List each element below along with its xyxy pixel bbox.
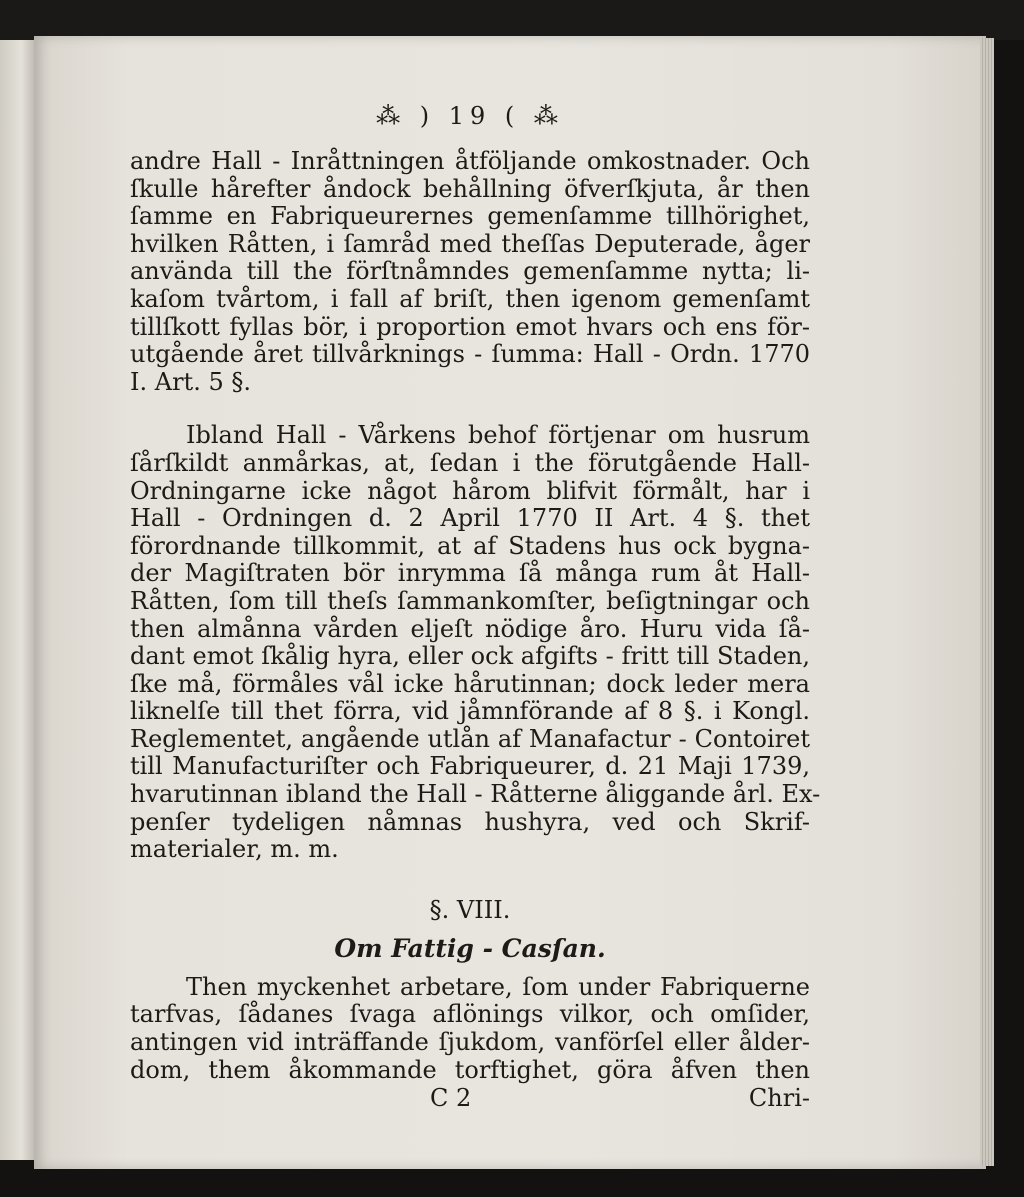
text-line: Ordningarne icke något hårom blifvit förmålt, har i [130, 476, 810, 505]
text-line: ſkulle hårefter åndock behållning öfverſkjuta, år then [130, 174, 810, 203]
signature-mark: C 2 [430, 1084, 472, 1113]
paragraph-2 [130, 421, 821, 864]
text-line: utgående året tillvårknings - ſumma: Hall - Ordn. 1770 [130, 340, 810, 369]
text-line: Råtten, ſom till theſs ſammankomſter, beſigtningar och [130, 586, 810, 615]
text-line: andre Hall - Inråttningen åtföljande omkostnader. Och [130, 147, 810, 175]
text-line: antingen vid inträffande ſjukdom, vanförſel eller ålder- [130, 1028, 810, 1057]
text-line: ſårſkildt anmårkas, at, ſedan i the förutgående Hall- [130, 448, 810, 477]
text-line: förordnande tillkommit, at af Stadens hus ock bygna- [130, 531, 810, 560]
text-line: hvarutinnan ibland the Hall - Råtterne åliggande årl. Ex- [130, 780, 821, 809]
text-line: tillſkott fyllas bör, i proportion emot hvars och ens för- [130, 312, 810, 341]
paragraph-1 [130, 148, 810, 396]
page-stack-edge [980, 38, 994, 1166]
text-line: der Magiſtraten bör inrymma ſå många rum åt Hall- [130, 559, 810, 588]
text-line: penſer tydeligen nåmnas hushyra, ved och Skrif- [130, 807, 810, 836]
text-line: ſke må, förmåles vål icke hårutinnan; dock leder mera [130, 669, 810, 698]
text-line: använda till the förſtnåmndes gemenſamme nytta; li- [130, 257, 810, 286]
section-title: Om Fattig - Casſan. [334, 933, 606, 963]
text-line: dant emot ſkålig hyra, eller ock afgifts - fritt till Staden, [130, 642, 810, 671]
text-line: Then myckenhet arbetare, ſom under Fabriquerne [186, 972, 810, 1001]
text-line: materialer, m. m. [130, 835, 339, 864]
top-shadow [0, 0, 1024, 40]
paragraph-gap [130, 396, 810, 422]
page-text [130, 96, 821, 1113]
section-number: §. VIII. [429, 895, 511, 924]
text-line: till Manufacturiſter och Fabriqueurer, d. 21 Maji 1739, [130, 752, 810, 781]
catchword: Chri- [748, 1084, 810, 1113]
text-line: Reglementet, angående utlån af Manafactur - Contoiret [130, 724, 810, 753]
text-line: tarfvas, ſådanes ſvaga aflönings vilkor, och omſider, [130, 1000, 810, 1029]
page-footer [130, 1084, 810, 1112]
running-head: ⁂ ) 19 ( ⁂ [376, 102, 564, 130]
text-line: then almånna vården eljeſt nödige åro. Huru vida ſå- [130, 614, 810, 643]
text-line: hvilken Råtten, i ſamråd med theſſas Deputerade, åger [130, 229, 810, 258]
text-line: I. Art. 5 §. [130, 367, 251, 396]
paragraph-3 [130, 974, 810, 1084]
text-line: ſamme en Fabriqueurernes gemenſamme tillhörighet, [130, 202, 810, 231]
left-page-edge [0, 40, 36, 1160]
text-line: liknelſe till thet förra, vid jåmnförande af 8 §. i Kongl. [130, 697, 810, 726]
text-line: dom, them åkommande torftighet, göra åfven then [130, 1055, 810, 1084]
text-line: kaſom tvårtom, i fall af briſt, then igenom gemenſamt [130, 284, 810, 313]
text-line: Hall - Ordningen d. 2 April 1770 II Art. 4 §. thet [130, 504, 810, 533]
text-line: Ibland Hall - Vårkens behof förtjenar om husrum [186, 421, 810, 450]
